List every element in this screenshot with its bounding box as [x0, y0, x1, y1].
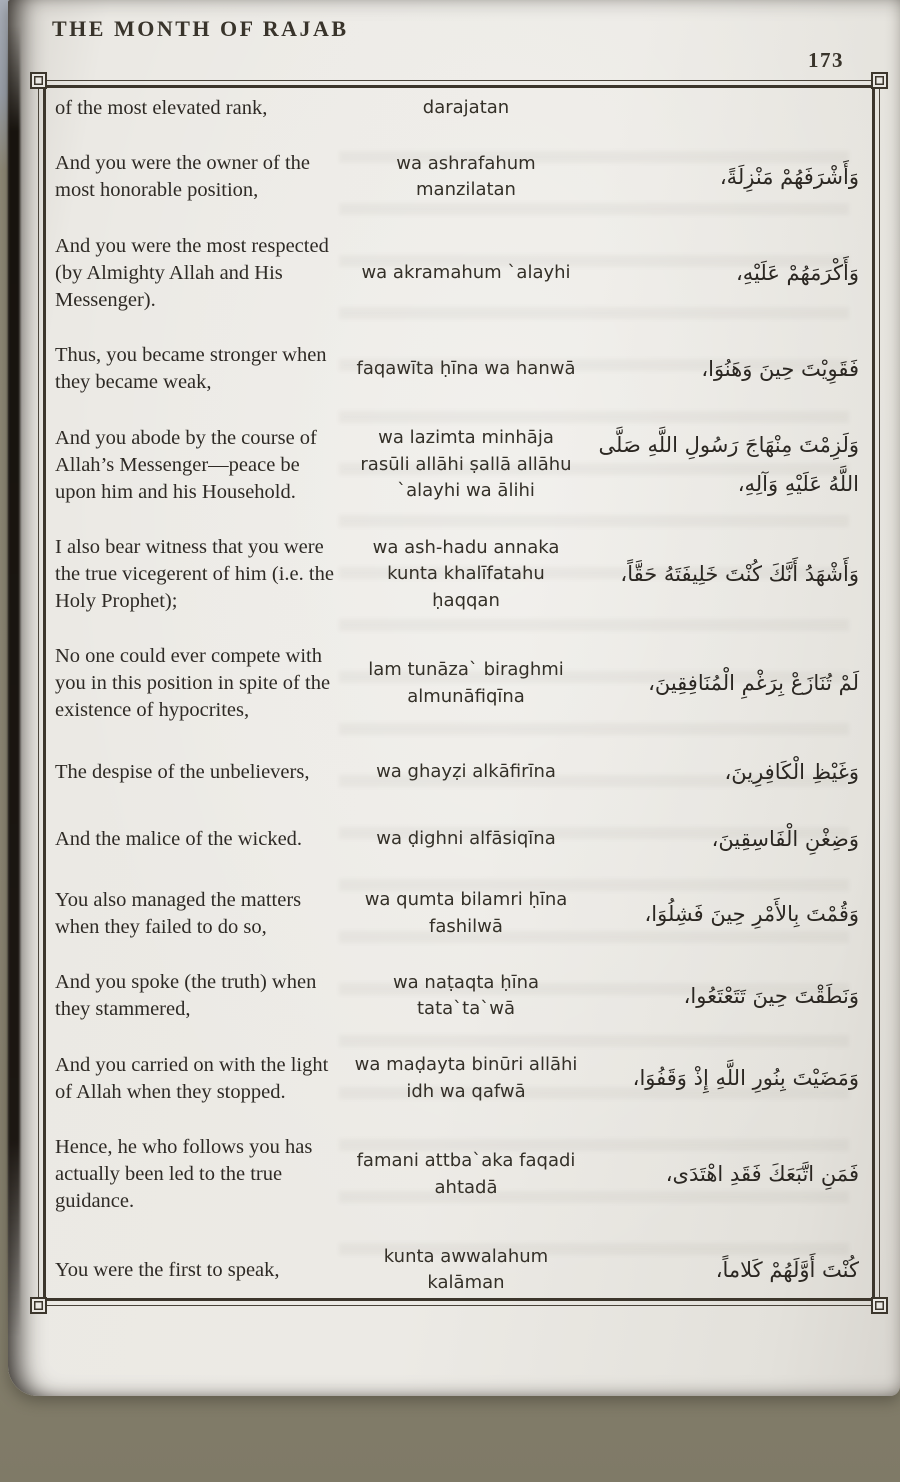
table-row: [49, 1134, 869, 1215]
transliteration: wa akramahum `alayhi: [361, 261, 571, 283]
arabic-text: وَضِغْنِ الْفَاسِقِينَ،: [711, 826, 859, 851]
english-translation: The despise of the unbelievers,: [55, 760, 310, 783]
running-header: THE MONTH OF RAJAB: [52, 16, 349, 41]
transliteration: kunta awwalahum kalāman: [383, 1245, 549, 1294]
english-translation: Hence, he who follows you has actually been led to the true guidance.: [55, 1136, 313, 1213]
transliteration: wa lazimta minhāja rasūli allāhi ṣallā allāhu `alayhi wa ālihi: [360, 427, 572, 502]
arabic-text: فَمَنِ اتَّبَعَكَ فَقَدِ اهْتَدَى،: [665, 1162, 859, 1187]
table-row: [49, 820, 869, 859]
transliteration: wa ash-hadu annaka kunta khalīfatahu ḥaqqan: [372, 536, 560, 611]
english-translation: No one could ever compete with you in this position in spite of the existence of hypocrites,: [55, 645, 331, 722]
arabic-text: لَمْ تُنَازَعْ بِرَغْمِ الْمُنَافِقِينَ،: [648, 671, 859, 696]
arabic-text: وَنَطَقْتَ حِينَ تَتَعْتَعُوا،: [683, 984, 859, 1009]
arabic-text: وَأَشْهَدُ أَنَّكَ كُنْتَ خَلِيفَتَهُ حَقَّاً،: [620, 562, 859, 587]
arabic-text: وَمَضَيْتَ بِنُورِ اللَّهِ إِذْ وَقَفُوَا،: [632, 1066, 859, 1091]
english-translation: And you abode by the course of Allah’s Messenger—peace be upon him and his Household.: [55, 426, 317, 503]
transliteration: wa ashrafahum manzilatan: [396, 152, 536, 201]
supplication-table: [49, 95, 869, 1297]
table-row: [49, 1244, 869, 1297]
spine-shadow: [8, 26, 20, 1336]
english-translation: Thus, you became stronger when they became weak,: [55, 344, 327, 394]
table-row: [49, 1052, 869, 1106]
transliteration: wa naṭaqta ḥīna tata`ta`wā: [392, 971, 540, 1020]
transliteration: famani attba`aka faqadi ahtadā: [356, 1150, 576, 1198]
corner-knot-ornament: [871, 1297, 888, 1314]
corner-knot-ornament: [30, 72, 47, 89]
table-row: [49, 425, 869, 506]
table-row: [49, 150, 869, 204]
table-row: [49, 753, 869, 792]
transliteration: lam tunāza` biraghmi almunāfiqīna: [368, 659, 564, 707]
table-row: [49, 233, 869, 314]
table-row: [49, 969, 869, 1023]
english-translation: And you were the owner of the most honorable position,: [55, 152, 311, 202]
corner-knot-ornament: [871, 72, 888, 89]
book-page: [8, 0, 900, 1396]
transliteration: wa ḍighni alfāsiqīna: [376, 828, 556, 849]
english-translation: You also managed the matters when they failed to do so,: [55, 889, 302, 939]
table-row: [49, 887, 869, 941]
english-translation: And you carried on with the light of Allah when they stopped.: [55, 1053, 329, 1103]
transliteration: wa maḍayta binūri allāhi idh wa qafwā: [354, 1054, 578, 1102]
page-number: 173: [808, 48, 844, 72]
english-translation: And you were the most respected (by Almighty Allah and His Messenger).: [55, 234, 329, 311]
transliteration: wa ghayẓi alkāfirīna: [376, 760, 556, 782]
table-row: [49, 95, 869, 122]
arabic-text: وَغَيْظِ الْكَافِرِينَ،: [724, 759, 859, 784]
arabic-text: فَقَوِيْتَ حِينَ وَهَنُوَا،: [701, 356, 859, 381]
transliteration: darajatan: [422, 97, 510, 119]
table-row: [49, 534, 869, 615]
arabic-text: وَلَزِمْتَ مِنْهَاجَ رَسُولِ اللَّهِ صَلَّى اللَّهُ عَلَيْهِ وَآلِهِ،: [598, 433, 859, 497]
english-translation: of the most elevated rank,: [55, 97, 268, 119]
decorative-frame: [38, 80, 880, 1306]
table-row: [49, 342, 869, 396]
corner-knot-ornament: [30, 1297, 47, 1314]
arabic-text: كُنْتَ أَوَّلَهُمْ كَلاماً،: [715, 1257, 859, 1282]
english-translation: And you spoke (the truth) when they stammered,: [55, 971, 317, 1021]
transliteration: faqawīta ḥīna wa hanwā: [356, 357, 576, 379]
arabic-text: وَأَشْرَفَهُمْ مَنْزِلَةً،: [719, 164, 859, 189]
transliteration: wa qumta bilamri ḥīna fashilwā: [364, 889, 568, 938]
english-translation: You were the first to speak,: [55, 1258, 280, 1281]
arabic-text: وَأَكْرَمَهُمْ عَلَيْهِ،: [736, 260, 859, 285]
arabic-text: وَقُمْتَ بِالأَمْرِ حِينَ فَشِلُوَا،: [644, 901, 859, 926]
table-row: [49, 643, 869, 724]
english-translation: I also bear witness that you were the true vicegerent of him (i.e. the Holy Prophet);: [55, 535, 334, 613]
english-translation: And the malice of the wicked.: [55, 827, 303, 850]
